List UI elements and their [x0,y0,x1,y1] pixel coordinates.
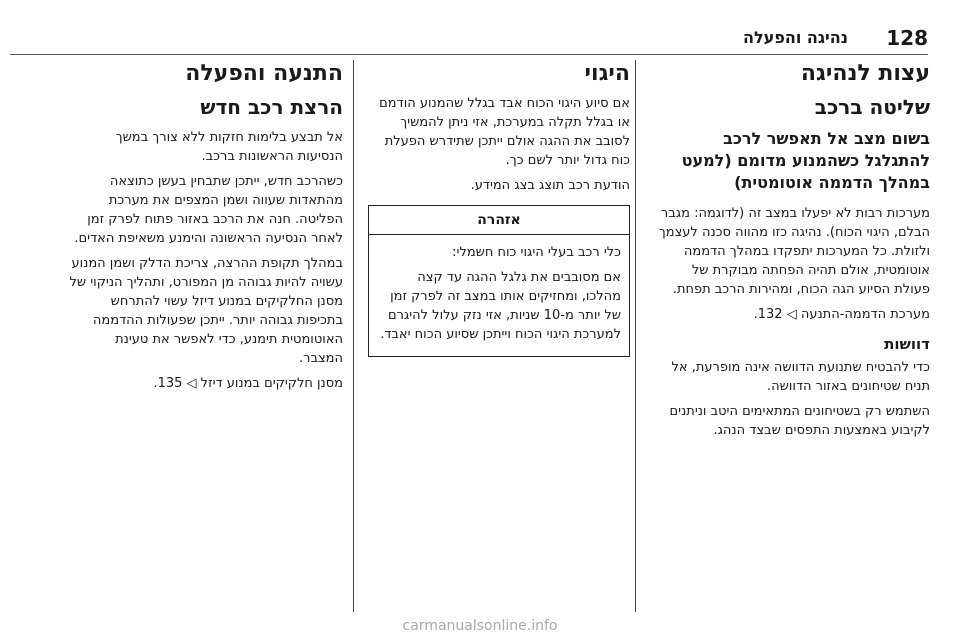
paragraph: השתמש רק בשטיחונים המתאימים היטב וניתנים לקיבוע באמצעות התפסים שבצד הנהג. [669,404,930,438]
paragraph: כדי להבטיח שתנועת הדוושה אינה מופרעת, אל תניח שטיחונים באזור הדוושה. [671,360,930,394]
cross-reference: מערכת הדממה-התנעה ◁ 132. [753,307,930,322]
bold-heading: בשום מצב אל תאפשר לרכב להתגלגל כשהמנוע מדומם (למעט במהלך הדממה אוטומטית) [681,129,930,192]
warning-box [368,205,630,357]
section-heading: דוושות [884,335,930,353]
watermark: carmanualsonline.info [402,618,558,634]
section-subtitle: הרצת רכב חדש [200,95,343,119]
warning-paragraph: אם מסובבים את גלגל ההגה עד קצה מהלכו, ומחזיקים אותו במצב זה לפרק זמן של יותר מ-10 שניות, אזי נזק עלול להיגרם למערכת היגוי הכוח וייתכן שסיוע הכוח יאבד. [380,270,621,342]
section-subtitle: שליטה ברכב [814,95,930,119]
paragraph: מערכות רבות לא יפעלו במצב זה (לדוגמה: מגבר הבלם, היגוי הכוח). נהיגה כזו מהווה סכנה לעצמך ולזולת. כל המערכות יתפקדו במהלך הדממה אוטומטית, אולם תהיה הפחתה מבוקרת של פעולת הסיוע הגה הכוח, ומהירות הרכב תפחת. [658,206,930,297]
paragraph: הודעת רכב תוצג בצג המידע. [470,178,630,193]
cross-reference: מסנן חלקיקים במנוע דיזל ◁ 135. [153,376,343,391]
column-divider-left [353,60,354,612]
paragraph: אל תבצע בלימות חזקות ללא צורך במשך הנסיעות הראשונות ברכב. [115,130,343,164]
middle-column [368,60,630,357]
warning-body [369,235,629,356]
warning-paragraph: כלי רכב בעלי היגוי כוח חשמלי: [452,245,621,260]
warning-title: אזהרה [369,206,629,235]
paragraph: במהלך תקופת ההרצה, צריכת הדלק ושמן המנוע עשויה להיות גבוהה מן המפורט, ותהליך הניקוי של מסנן החלקיקים במנוע דיזל עשוי להתרחש בתכיפות גבוהה יותר. ייתכן שפעולות ההדממה האוטומטית תימנע, כדי לאפשר את טעינת המצבר. [69,256,343,366]
paragraph: כשהרכב חדש, ייתכן שתבחין בעשן כתוצאה מהתאדות שעווה ושמן המצפים את מערכת הפליטה. חנה את הרכב באזור פתוח לפרק זמן לאחר הנסיעה הראשונה והימנע משאיפת האדים. [74,174,343,246]
left-column [69,60,343,399]
right-column [658,60,930,446]
section-title: היגוי [584,61,630,86]
header-title: נהיגה והפעלה [743,28,848,47]
paragraph: אם סיוע היגוי הכוח אבד בגלל שהמנוע הודמם או בגלל תקלה במערכת, אזי ניתן להמשיך לסובב את ההגה אולם ייתכן שתידרש הפעלת כוח גדול יותר לשם כך. [379,96,630,168]
page-header [0,26,960,50]
section-title: עצות לנהיגה [800,61,930,86]
section-title: התנעה והפעלה [185,61,343,86]
header-divider [10,54,928,55]
column-divider-right [635,60,636,612]
page-number: 128 [886,26,928,50]
